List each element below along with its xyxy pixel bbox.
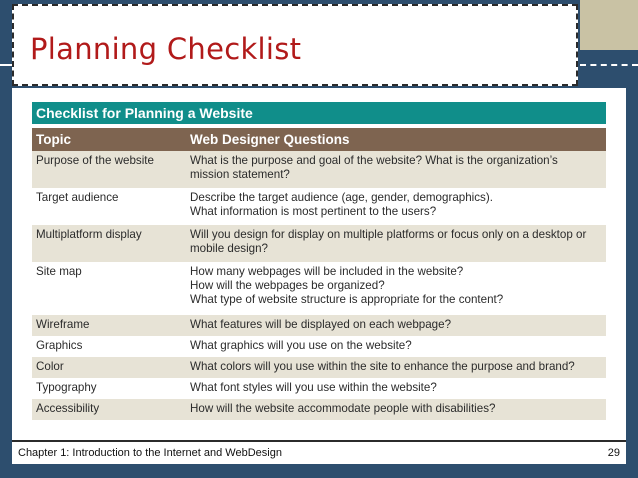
header-topic: Topic bbox=[36, 132, 71, 147]
row-questions bbox=[190, 378, 606, 399]
row-topic: Wireframe bbox=[36, 318, 90, 331]
question-line: What type of website structure is appropriate for the content? bbox=[190, 293, 504, 306]
row-questions bbox=[190, 357, 606, 378]
row-questions bbox=[190, 315, 606, 336]
row-topic: Color bbox=[36, 360, 64, 373]
question-line: What colors will you use within the site to enhance the purpose and brand? bbox=[190, 360, 575, 373]
question-line: What information is most pertinent to the users? bbox=[190, 205, 437, 218]
title-box bbox=[12, 4, 578, 86]
left-dash-divider bbox=[0, 64, 12, 66]
slide-title: Planning Checklist bbox=[30, 32, 302, 66]
row-questions bbox=[190, 188, 606, 225]
header-questions: Web Designer Questions bbox=[190, 132, 350, 147]
table-header-row bbox=[32, 128, 606, 151]
row-questions bbox=[190, 151, 606, 188]
question-line: What is the purpose and goal of the website? What is the organization’s bbox=[190, 154, 558, 167]
question-line: Will you design for display on multiple platforms or focus only on a desktop or bbox=[190, 228, 587, 241]
checklist-table bbox=[32, 102, 606, 420]
table-row bbox=[32, 225, 606, 262]
row-topic: Accessibility bbox=[36, 402, 100, 415]
row-topic: Typography bbox=[36, 381, 97, 394]
row-questions bbox=[190, 336, 606, 357]
right-dash-divider bbox=[580, 64, 638, 66]
row-questions bbox=[190, 399, 606, 420]
question-line: How will the website accommodate people with disabilities? bbox=[190, 402, 496, 415]
row-questions bbox=[190, 262, 606, 315]
question-line: mission statement? bbox=[190, 168, 290, 181]
table-row bbox=[32, 188, 606, 225]
table-row bbox=[32, 151, 606, 188]
content-panel bbox=[12, 88, 626, 440]
question-line: How many webpages will be included in the website? bbox=[190, 265, 464, 278]
table-row bbox=[32, 357, 606, 378]
top-right-accent bbox=[580, 0, 638, 50]
question-line: What graphics will you use on the website? bbox=[190, 339, 412, 352]
table-row bbox=[32, 378, 606, 399]
question-line: mobile design? bbox=[190, 242, 268, 255]
page-number: 29 bbox=[607, 447, 620, 459]
table-row bbox=[32, 399, 606, 420]
question-line: What font styles will you use within the website? bbox=[190, 381, 437, 394]
table-row bbox=[32, 315, 606, 336]
table-title: Checklist for Planning a Website bbox=[32, 102, 606, 124]
table-body bbox=[32, 151, 606, 420]
question-line: Describe the target audience (age, gender, demographics). bbox=[190, 191, 493, 204]
row-topic: Graphics bbox=[36, 339, 83, 352]
table-row bbox=[32, 262, 606, 315]
row-topic: Multiplatform display bbox=[36, 228, 142, 241]
question-line: How will the webpages be organized? bbox=[190, 279, 385, 292]
row-topic: Target audience bbox=[36, 191, 119, 204]
row-topic: Purpose of the website bbox=[36, 154, 154, 167]
table-row bbox=[32, 336, 606, 357]
question-line: What features will be displayed on each webpage? bbox=[190, 318, 452, 331]
row-topic: Site map bbox=[36, 265, 82, 278]
row-questions bbox=[190, 225, 606, 262]
footer-text: Chapter 1: Introduction to the Internet and WebDesign bbox=[18, 447, 282, 459]
footer-bar bbox=[12, 442, 626, 464]
